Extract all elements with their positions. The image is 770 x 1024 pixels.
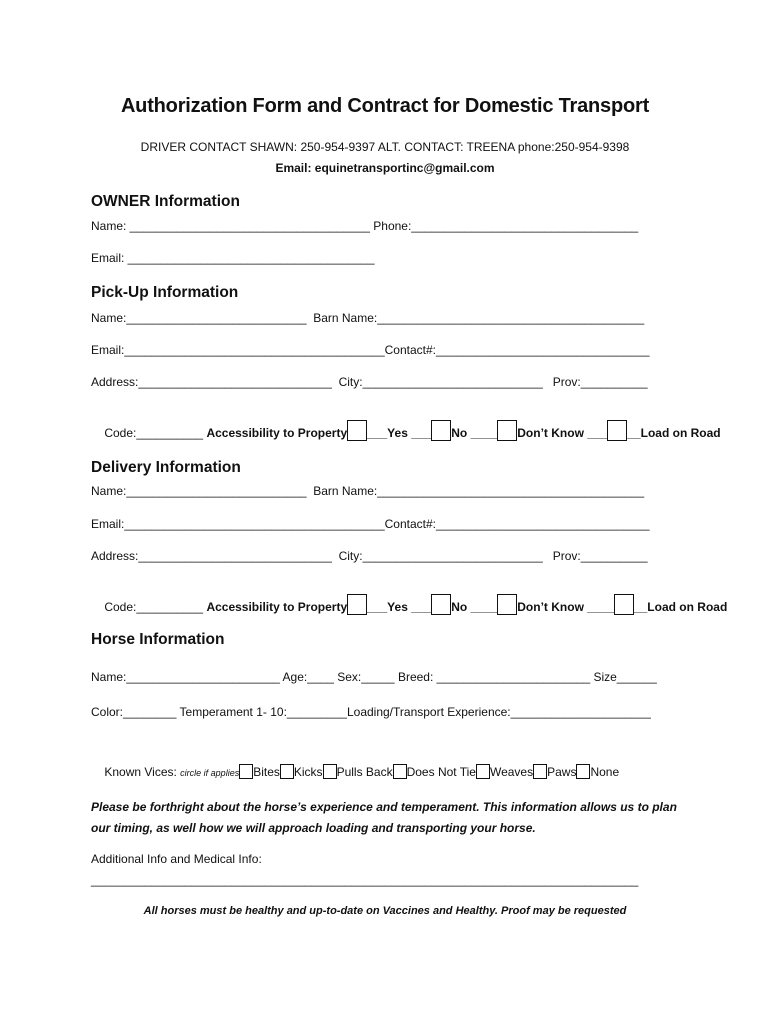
delivery-yes-checkbox[interactable] — [347, 594, 367, 615]
delivery-no-checkbox[interactable] — [431, 594, 451, 615]
pickup-no-checkbox[interactable] — [431, 420, 451, 441]
delivery-address-field[interactable]: Address:_____________________________ City:___________________________ Prov:__________ — [91, 549, 648, 563]
pickup-address-field[interactable]: Address:_____________________________ City:___________________________ Prov:__________ — [91, 375, 648, 389]
owner-heading: OWNER Information — [91, 193, 240, 210]
pickup-loadonroad-label: __Load on Road — [627, 426, 721, 440]
pickup-dontknow-checkbox[interactable] — [497, 420, 517, 441]
page-title: Authorization Form and Contract for Domestic Transport — [120, 95, 650, 117]
delivery-access-label: Accessibility to Property — [206, 600, 348, 614]
pickup-heading: Pick-Up Information — [91, 284, 239, 301]
pickup-access-label: Accessibility to Property — [206, 426, 348, 440]
delivery-name-barn-field[interactable]: Name:___________________________ Barn Name:________________________________________ — [91, 484, 645, 498]
vices-label: Known Vices: — [104, 765, 181, 779]
vice-none-checkbox[interactable] — [576, 764, 590, 779]
pickup-yes-label: ___Yes ___ — [367, 426, 432, 440]
delivery-dontknow-checkbox[interactable] — [497, 594, 517, 615]
pickup-loadonroad-checkbox[interactable] — [607, 420, 627, 441]
delivery-loadonroad-checkbox[interactable] — [614, 594, 634, 615]
vice-pullsback-label: Pulls Back — [336, 765, 393, 779]
pickup-code-field[interactable]: Code:__________ — [104, 426, 207, 440]
delivery-heading: Delivery Information — [91, 459, 241, 476]
horse-heading: Horse Information — [91, 631, 225, 648]
pickup-no-label: No ____ — [451, 426, 498, 440]
horse-name-age-field[interactable]: Name:_______________________ Age:____ Sex:_____ Breed: _______________________ Size______ — [91, 670, 657, 684]
vice-paws-label: Paws — [547, 765, 577, 779]
owner-email-field[interactable]: Email: _____________________________________ — [91, 251, 375, 265]
vice-paws-checkbox[interactable] — [533, 764, 547, 779]
delivery-loadonroad-label: __Load on Road — [633, 600, 728, 614]
vice-bites-label: Bites — [253, 765, 280, 779]
pickup-yes-checkbox[interactable] — [347, 420, 367, 441]
additional-info-label: Additional Info and Medical Info: — [91, 852, 262, 866]
email-line: Email: equinetransportinc@gmail.com — [275, 161, 495, 175]
vice-kicks-label: Kicks — [293, 765, 323, 779]
delivery-no-label: No ____ — [451, 600, 498, 614]
delivery-dontknow-label: Don’t Know ____ — [517, 600, 614, 614]
vice-bites-checkbox[interactable] — [239, 764, 253, 779]
pickup-name-barn-field[interactable]: Name:___________________________ Barn Name:________________________________________ — [91, 311, 645, 325]
vice-doesnottie-checkbox[interactable] — [393, 764, 407, 779]
pickup-email-contact-field[interactable]: Email:_______________________________________Contact#:________________________________ — [91, 343, 650, 357]
vices-note: circle if applies — [180, 768, 240, 778]
owner-name-phone-field[interactable]: Name: ____________________________________ Phone:__________________________________ — [91, 219, 639, 233]
vice-pullsback-checkbox[interactable] — [323, 764, 337, 779]
additional-info-field[interactable]: __________________________________________________________________________________ — [91, 873, 639, 887]
vice-kicks-checkbox[interactable] — [280, 764, 294, 779]
pickup-dontknow-label: Don’t Know ___ — [517, 426, 608, 440]
delivery-email-contact-field[interactable]: Email:_______________________________________Contact#:________________________________ — [91, 517, 650, 531]
forthright-note: Please be forthright about the horse’s experience and temperament. This information allows us to plan our timing, as well how we will approach loading and transporting your horse. — [91, 800, 677, 835]
known-vices-row — [91, 750, 619, 793]
vice-none-label: None — [590, 765, 620, 779]
delivery-access-row — [91, 580, 727, 629]
footer-note: All horses must be healthy and up-to-date on Vaccines and Healthy. Proof may be requested — [143, 905, 627, 917]
vice-weaves-checkbox[interactable] — [476, 764, 490, 779]
vice-doesnottie-label: Does Not Tie — [406, 765, 476, 779]
vice-weaves-label: Weaves — [489, 765, 534, 779]
delivery-yes-label: ___Yes ___ — [367, 600, 432, 614]
horse-color-temperament-field[interactable]: Color:________ Temperament 1- 10:_________Loading/Transport Experience:_____________________ — [91, 705, 651, 719]
pickup-access-row — [91, 406, 721, 455]
contact-line: DRIVER CONTACT SHAWN: 250-954-9397 ALT. CONTACT: TREENA phone:250-954-9398 — [140, 140, 630, 154]
delivery-code-field[interactable]: Code:__________ — [104, 600, 207, 614]
